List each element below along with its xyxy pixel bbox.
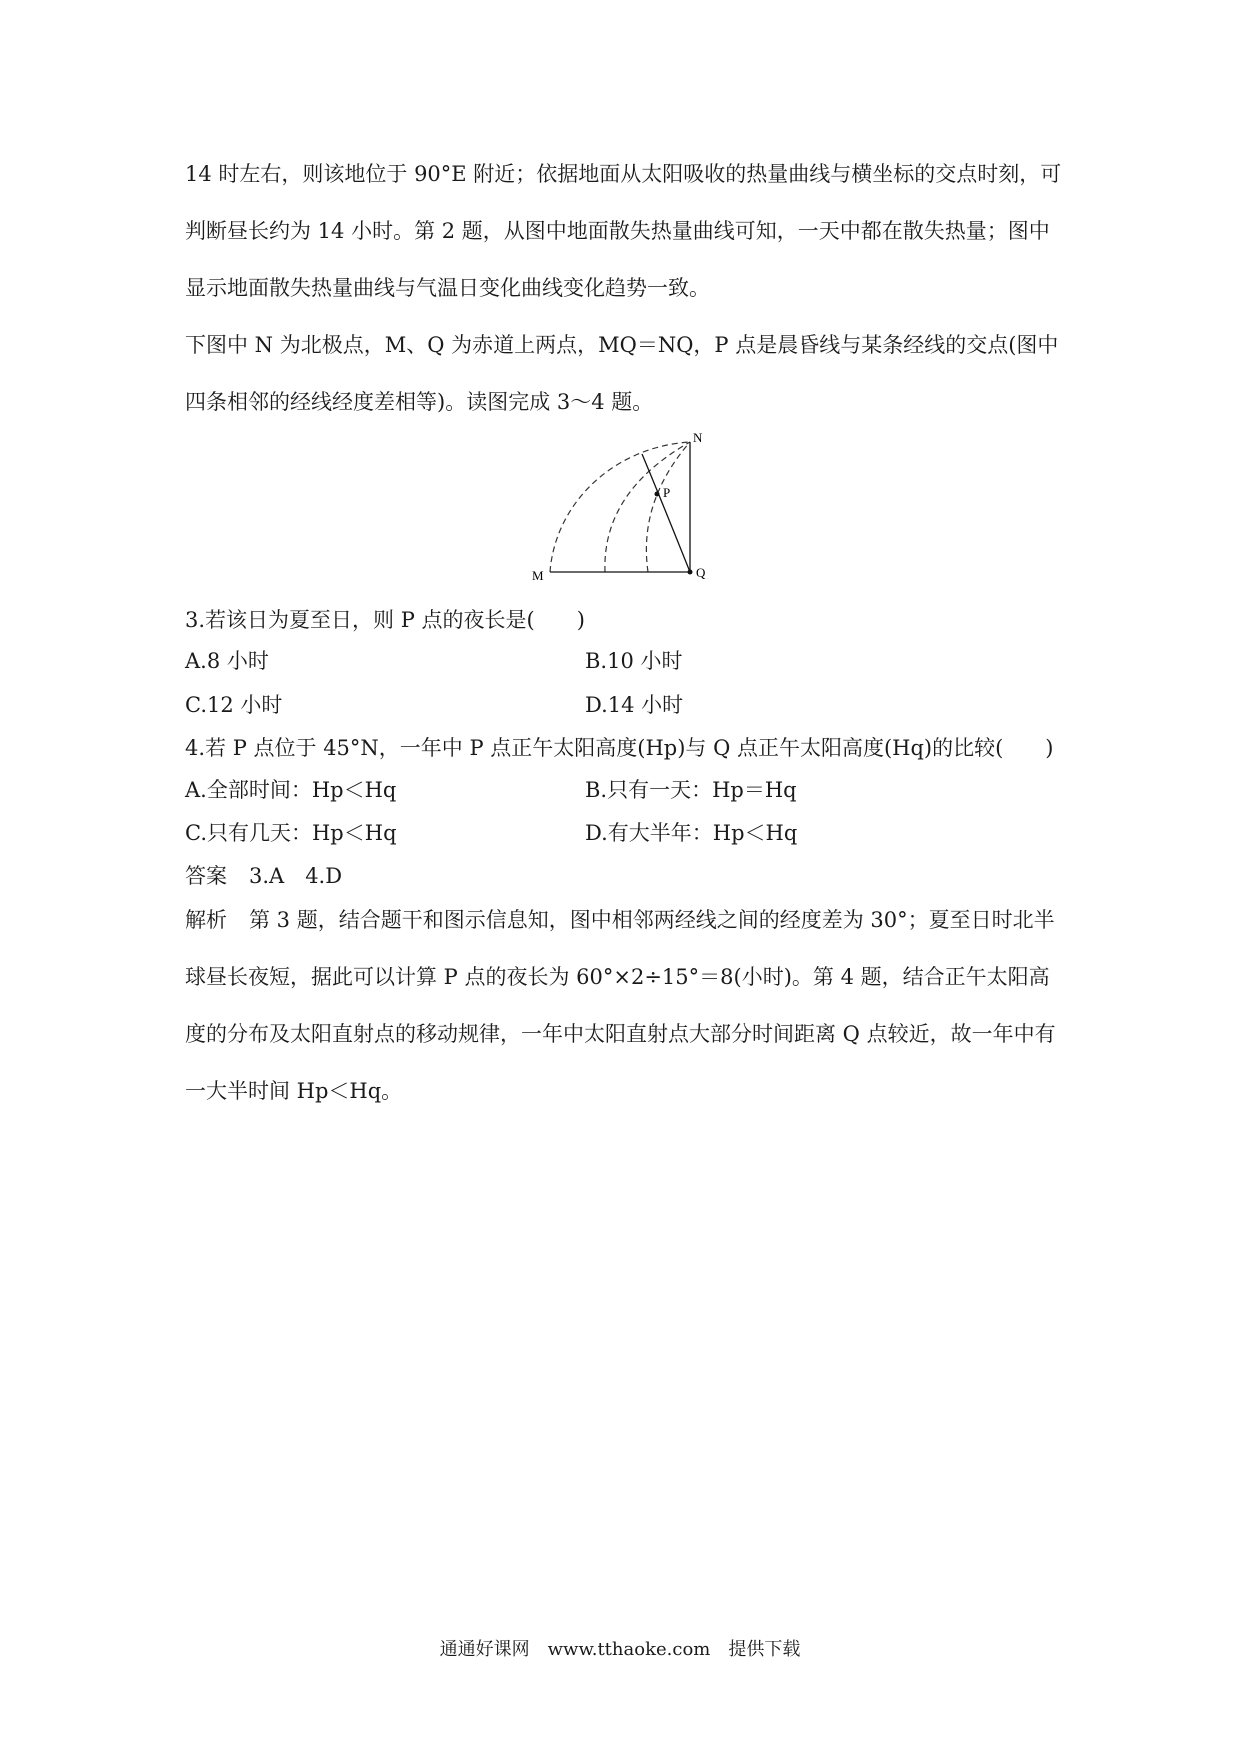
label-p: P — [663, 485, 671, 500]
q3-option-d: D.14 小时 — [585, 693, 684, 717]
q4-option-c: C.只有几天：Hp＜Hq — [185, 821, 397, 845]
analysis-label: 解析 — [185, 908, 227, 932]
answer-label: 答案 — [185, 864, 227, 888]
label-q: Q — [696, 565, 706, 580]
meridian-diagram-svg — [530, 432, 720, 587]
q4-stem: 4.若 P 点位于 45°N，一年中 P 点正午太阳高度(Hp)与 Q 点正午太阳高度(Hq)的比较( ) — [185, 736, 1054, 760]
analysis-paragraph — [185, 892, 1065, 1120]
q4-option-a: A.全部时间：Hp＜Hq — [185, 778, 397, 802]
label-n: N — [693, 432, 703, 445]
answer-text: 3.A 4.D — [249, 864, 343, 888]
label-m: M — [532, 568, 544, 583]
page-footer: 通通好课网 www.tthaoke.com 提供下载 — [439, 1639, 801, 1660]
point-q — [688, 570, 693, 575]
intro-paragraph-1: 14 时左右，则该地位于 90°E 附近；依据地面从太阳吸收的热量曲线与横坐标的交点时刻，可判断昼长约为 14 小时。第 2 题，从图中地面散失热量曲线可知，一天中都在散失热量；图中显示地面散失热量曲线与气温日变化曲线变化趋势一致。 — [185, 162, 1062, 300]
q3-option-b: B.10 小时 — [585, 649, 683, 673]
meridian-diagram — [530, 432, 720, 591]
terminator-line — [642, 454, 690, 572]
intro-paragraph-2: 下图中 N 为北极点，M、Q 为赤道上两点，MQ＝NQ，P 点是晨昏线与某条经线的交点(图中四条相邻的经线经度差相等)。读图完成 3～4 题。 — [185, 333, 1059, 414]
q3-option-a: A.8 小时 — [185, 649, 269, 673]
q4-option-d: D.有大半年：Hp＜Hq — [585, 821, 798, 845]
arc-meridian-2 — [605, 442, 690, 572]
point-p — [655, 492, 660, 497]
arc-outer-meridian — [550, 442, 690, 572]
answer-line — [185, 860, 342, 890]
q4-option-b: B.只有一天：Hp＝Hq — [585, 778, 797, 802]
q3-stem: 3.若该日为夏至日，则 P 点的夜长是( ) — [185, 608, 585, 632]
analysis-text: 第 3 题，结合题干和图示信息知，图中相邻两经线之间的经度差为 30°；夏至日时北半球昼长夜短，据此可以计算 P 点的夜长为 60°×2÷15°＝8(小时)。第 4 题，结合正午太阳高度的分布及太阳直射点的移动规律，一年中太阳直射点大部分时间距离 Q 点较近，故一年中有一大半时间 Hp＜Hq。 — [185, 908, 1056, 1103]
q3-option-c: C.12 小时 — [185, 693, 283, 717]
arc-meridian-3 — [646, 442, 690, 572]
